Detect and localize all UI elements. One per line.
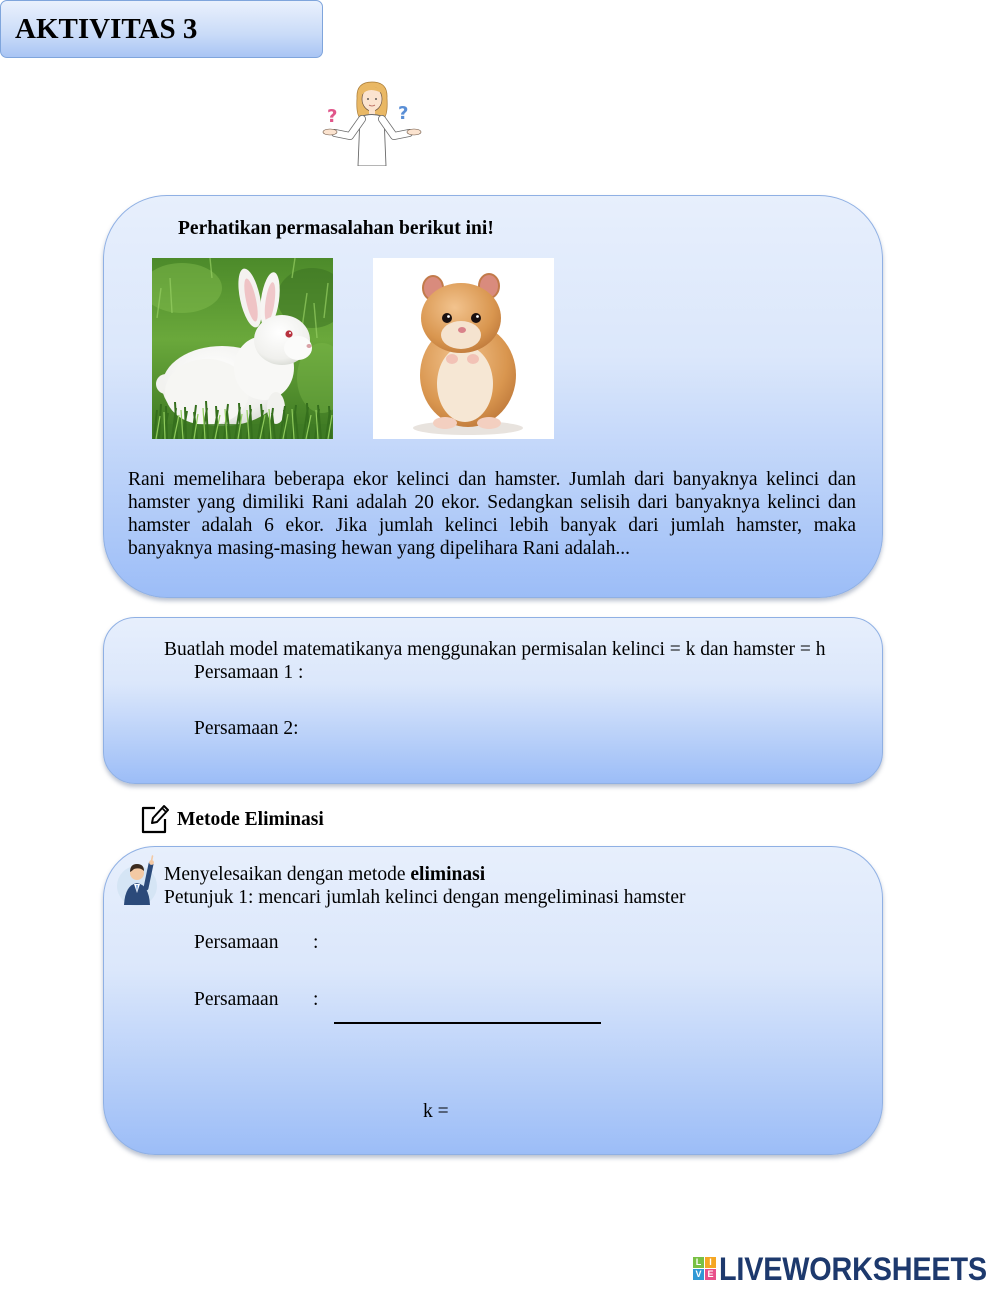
question-mark-left: ? [327, 106, 338, 127]
intro-prefix: Menyelesaikan dengan metode [164, 864, 411, 885]
activity-header [0, 0, 323, 58]
logo-letter: E [705, 1269, 716, 1280]
equation-row-1-label: Persamaan [194, 932, 279, 953]
edit-icon [141, 802, 169, 834]
paragraph-line: hamster adalah 6 ekor. Jika jumlah kelinci lebih banyak dari jumlah hamster, maka [128, 515, 856, 536]
paragraph-line: banyaknya masing-masing hewan yang dipelihara Rani adalah... [128, 538, 630, 559]
elimination-intro [164, 863, 485, 886]
model-instruction: Buatlah model matematikanya menggunakan permisalan kelinci = k dan hamster = h [164, 639, 826, 660]
paragraph-line: hamster yang dimiliki Rani adalah 20 ekor. Sedangkan selisih dari banyaknya kelinci dan [128, 492, 856, 513]
rabbit-photo [152, 258, 333, 439]
equation-row-2-label: Persamaan [194, 989, 279, 1010]
activity-title: AKTIVITAS 3 [15, 13, 198, 45]
logo-letter: V [693, 1269, 704, 1280]
woman-figure [323, 82, 421, 166]
intro-method-name: eliminasi [410, 864, 486, 885]
woman-shrug-illustration [318, 78, 424, 166]
equation-2-label: Persamaan 2: [194, 718, 299, 739]
question-mark-right: ? [398, 103, 409, 124]
elimination-box [103, 846, 883, 1155]
logo-letter: L [693, 1257, 704, 1268]
liveworksheets-logo[interactable] [693, 1252, 993, 1286]
result-label: k = [423, 1101, 449, 1122]
hamster-photo [373, 258, 554, 439]
logo-squares [693, 1257, 716, 1280]
teacher-pointing-icon [115, 855, 159, 907]
elimination-hint: Petunjuk 1: mencari jumlah kelinci dengan mengeliminasi hamster [164, 887, 686, 908]
equation-row-1-colon: : [313, 932, 319, 953]
problem-box [103, 195, 883, 598]
logo-wordmark: LIVEWORKSHEETS [719, 1251, 987, 1287]
model-box [103, 617, 883, 784]
subtraction-line [334, 1022, 601, 1024]
problem-paragraph [128, 468, 856, 560]
method-title: Metode Eliminasi [177, 809, 324, 830]
logo-letter: I [705, 1257, 716, 1268]
equation-row-2-colon: : [313, 989, 319, 1010]
equation-1-label: Persamaan 1 : [194, 662, 304, 683]
problem-instruction: Perhatikan permasalahan berikut ini! [178, 218, 494, 239]
paragraph-line: Rani memelihara beberapa ekor kelinci dan hamster. Jumlah dari banyaknya kelinci dan [128, 469, 856, 490]
